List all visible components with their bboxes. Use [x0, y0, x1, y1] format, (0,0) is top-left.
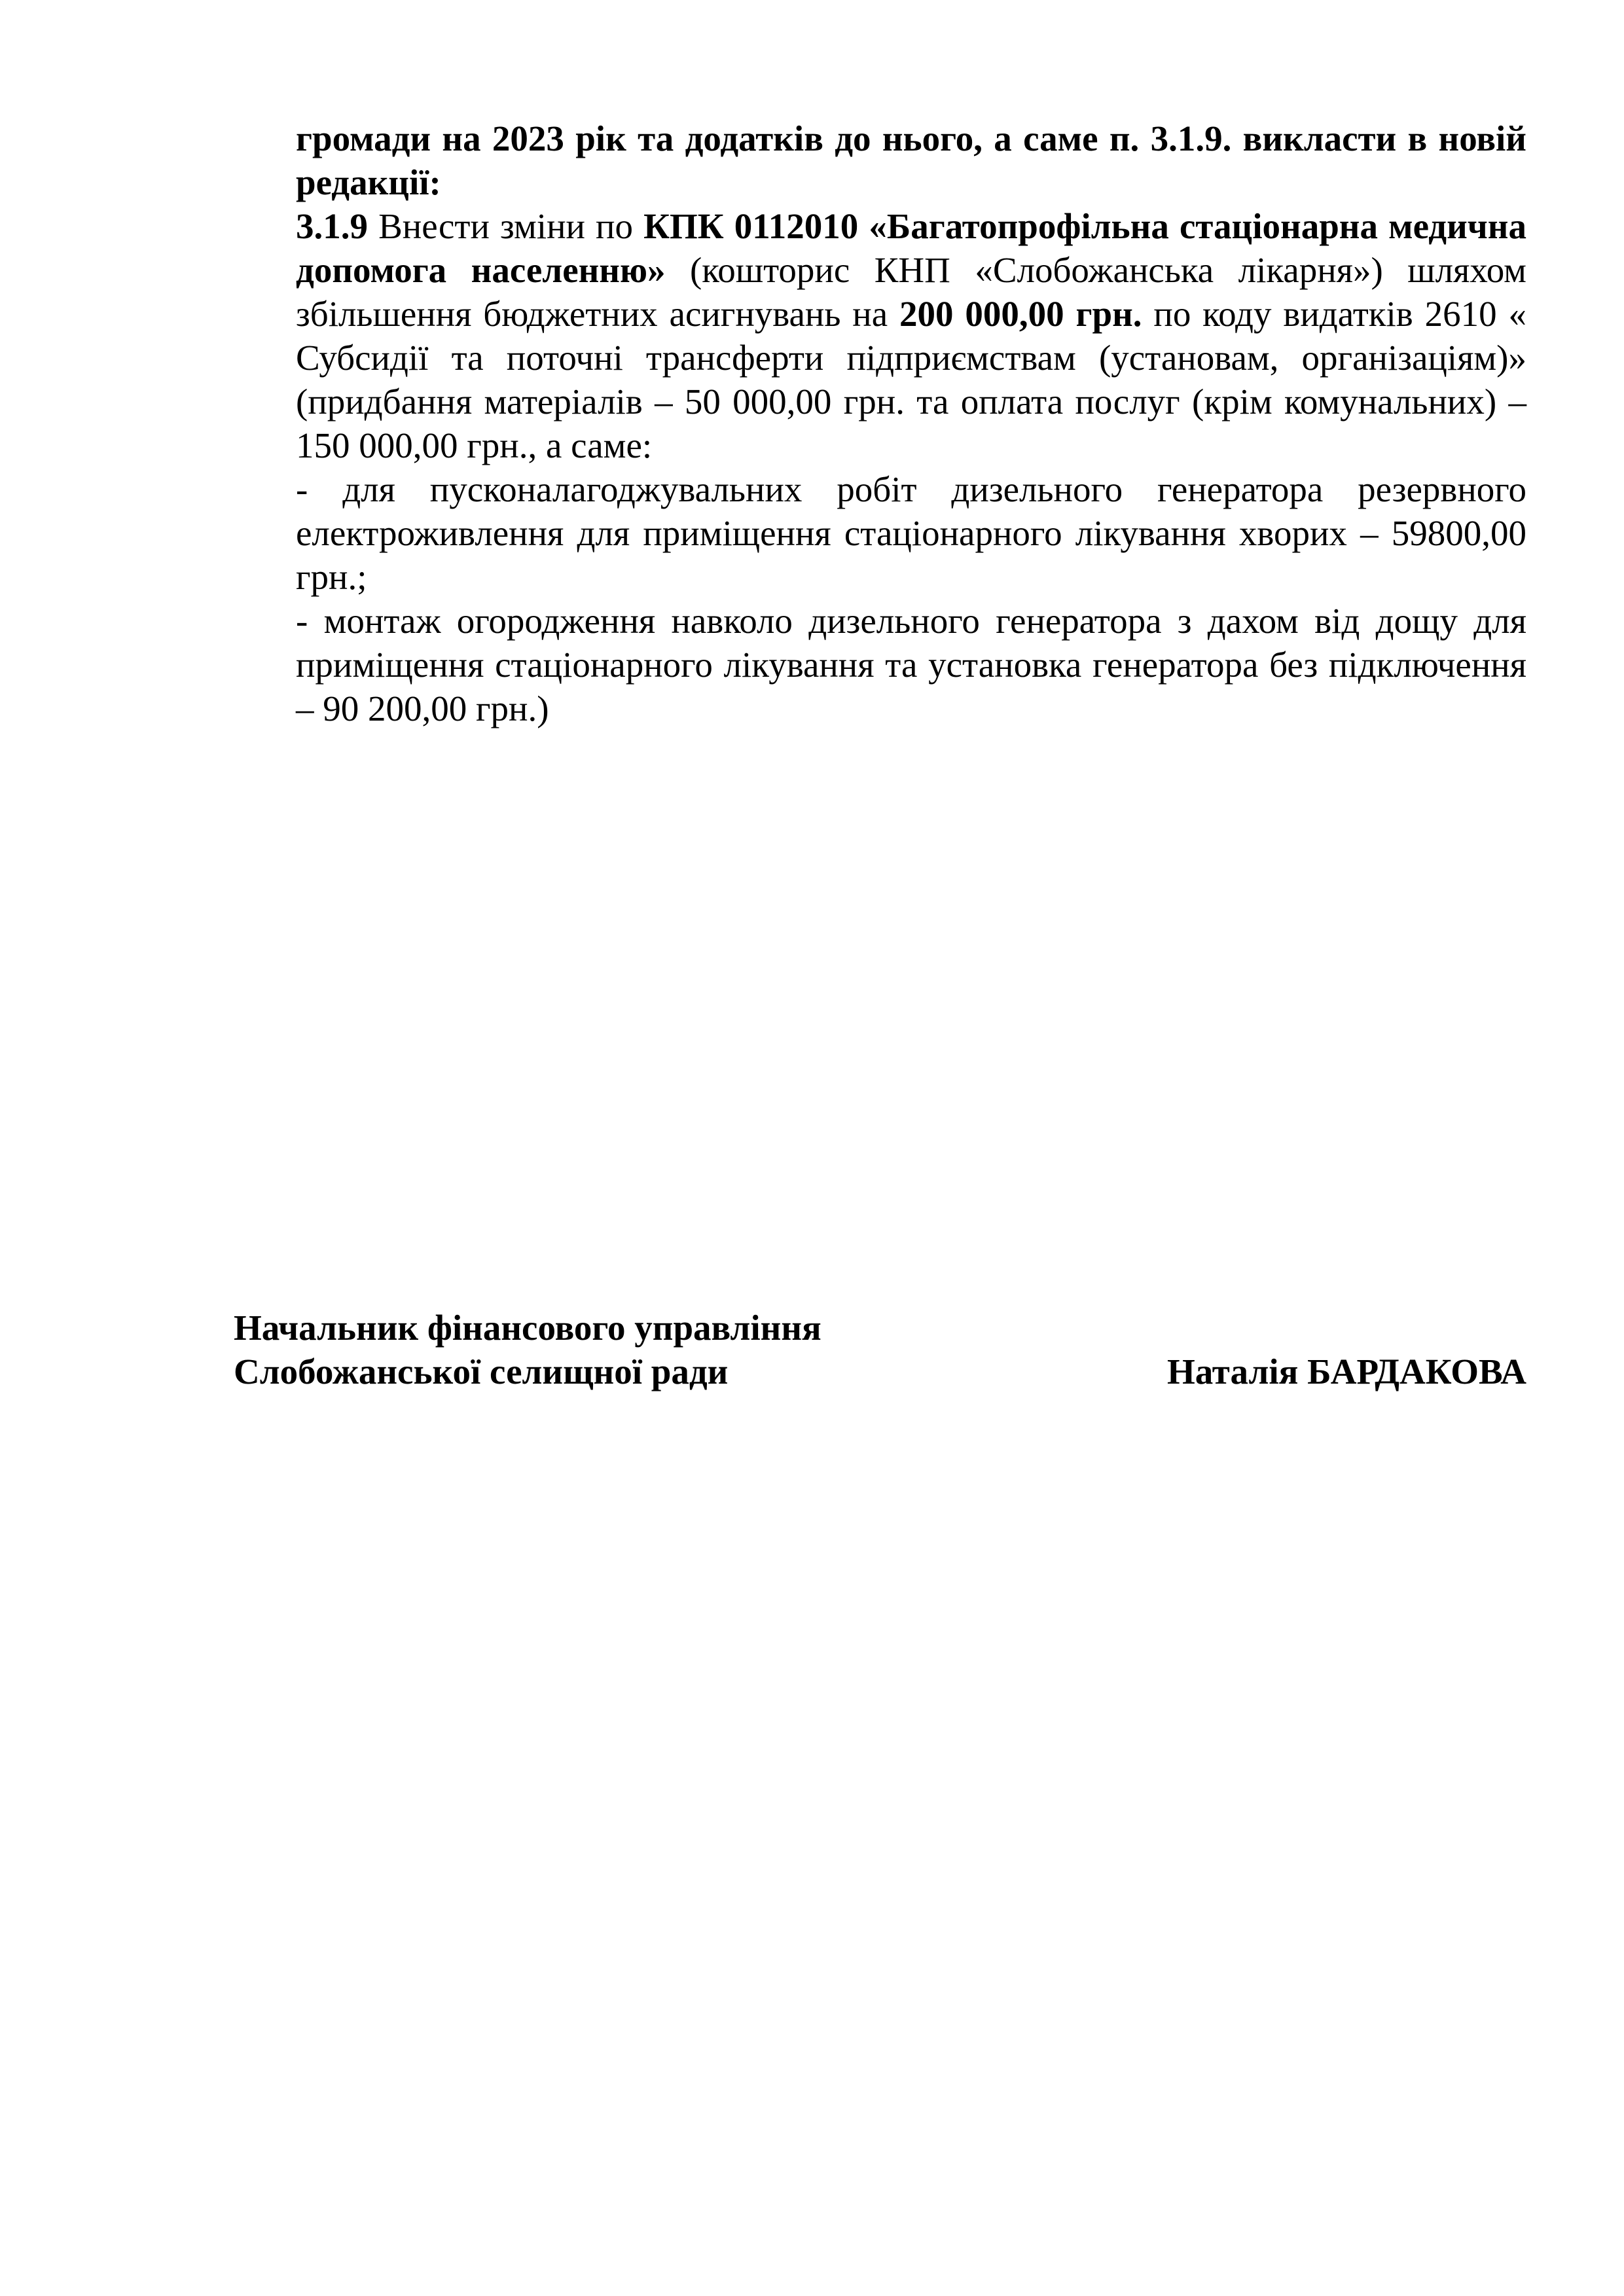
- amount-total: 200 000,00 грн.: [899, 294, 1142, 334]
- clause-number: 3.1.9: [296, 206, 368, 246]
- clause-text-1: Внести зміни по: [368, 206, 644, 246]
- signatory-name: Наталія БАРДАКОВА: [1166, 1352, 1526, 1391]
- program-code: КПК 0112010 «Багатопрофільна стаціонарна медична допомога населенню»: [296, 206, 1526, 290]
- list-item-commissioning: - для пусконалагоджувальних робіт дизельного генератора резервного електроживлення для приміщення стаціонарного лікування хворих – 59800,00 грн.;: [296, 469, 1526, 597]
- intro-paragraph: громади на 2023 рік та додатків до нього, а саме п. 3.1.9. викласти в новій редакції:: [296, 118, 1526, 202]
- clause-text-2: (кошторис КНП «Слобожанська лікарня») шляхом збільшення бюджетних асигнувань на: [296, 250, 1526, 334]
- clause-text-3: по коду видатків 2610 « Субсидії та поточні трансферти підприємствам (установам, організаціям)» (придбання матеріалів – 50 000,00 грн. та оплата послуг (крім комунальних) – 150 000,00 грн., а саме:: [296, 294, 1526, 465]
- clause-paragraph: [296, 204, 1526, 467]
- position-line-2: Слобожанської селищної ради: [234, 1352, 729, 1391]
- position-line-1: Начальник фінансового управління: [234, 1308, 821, 1348]
- document-body: [296, 117, 1526, 730]
- list-item-fencing: - монтаж огородження навколо дизельного генератора з дахом від дощу для приміщення стаціонарного лікування та установка генератора без підключення – 90 200,00 грн.): [296, 601, 1526, 728]
